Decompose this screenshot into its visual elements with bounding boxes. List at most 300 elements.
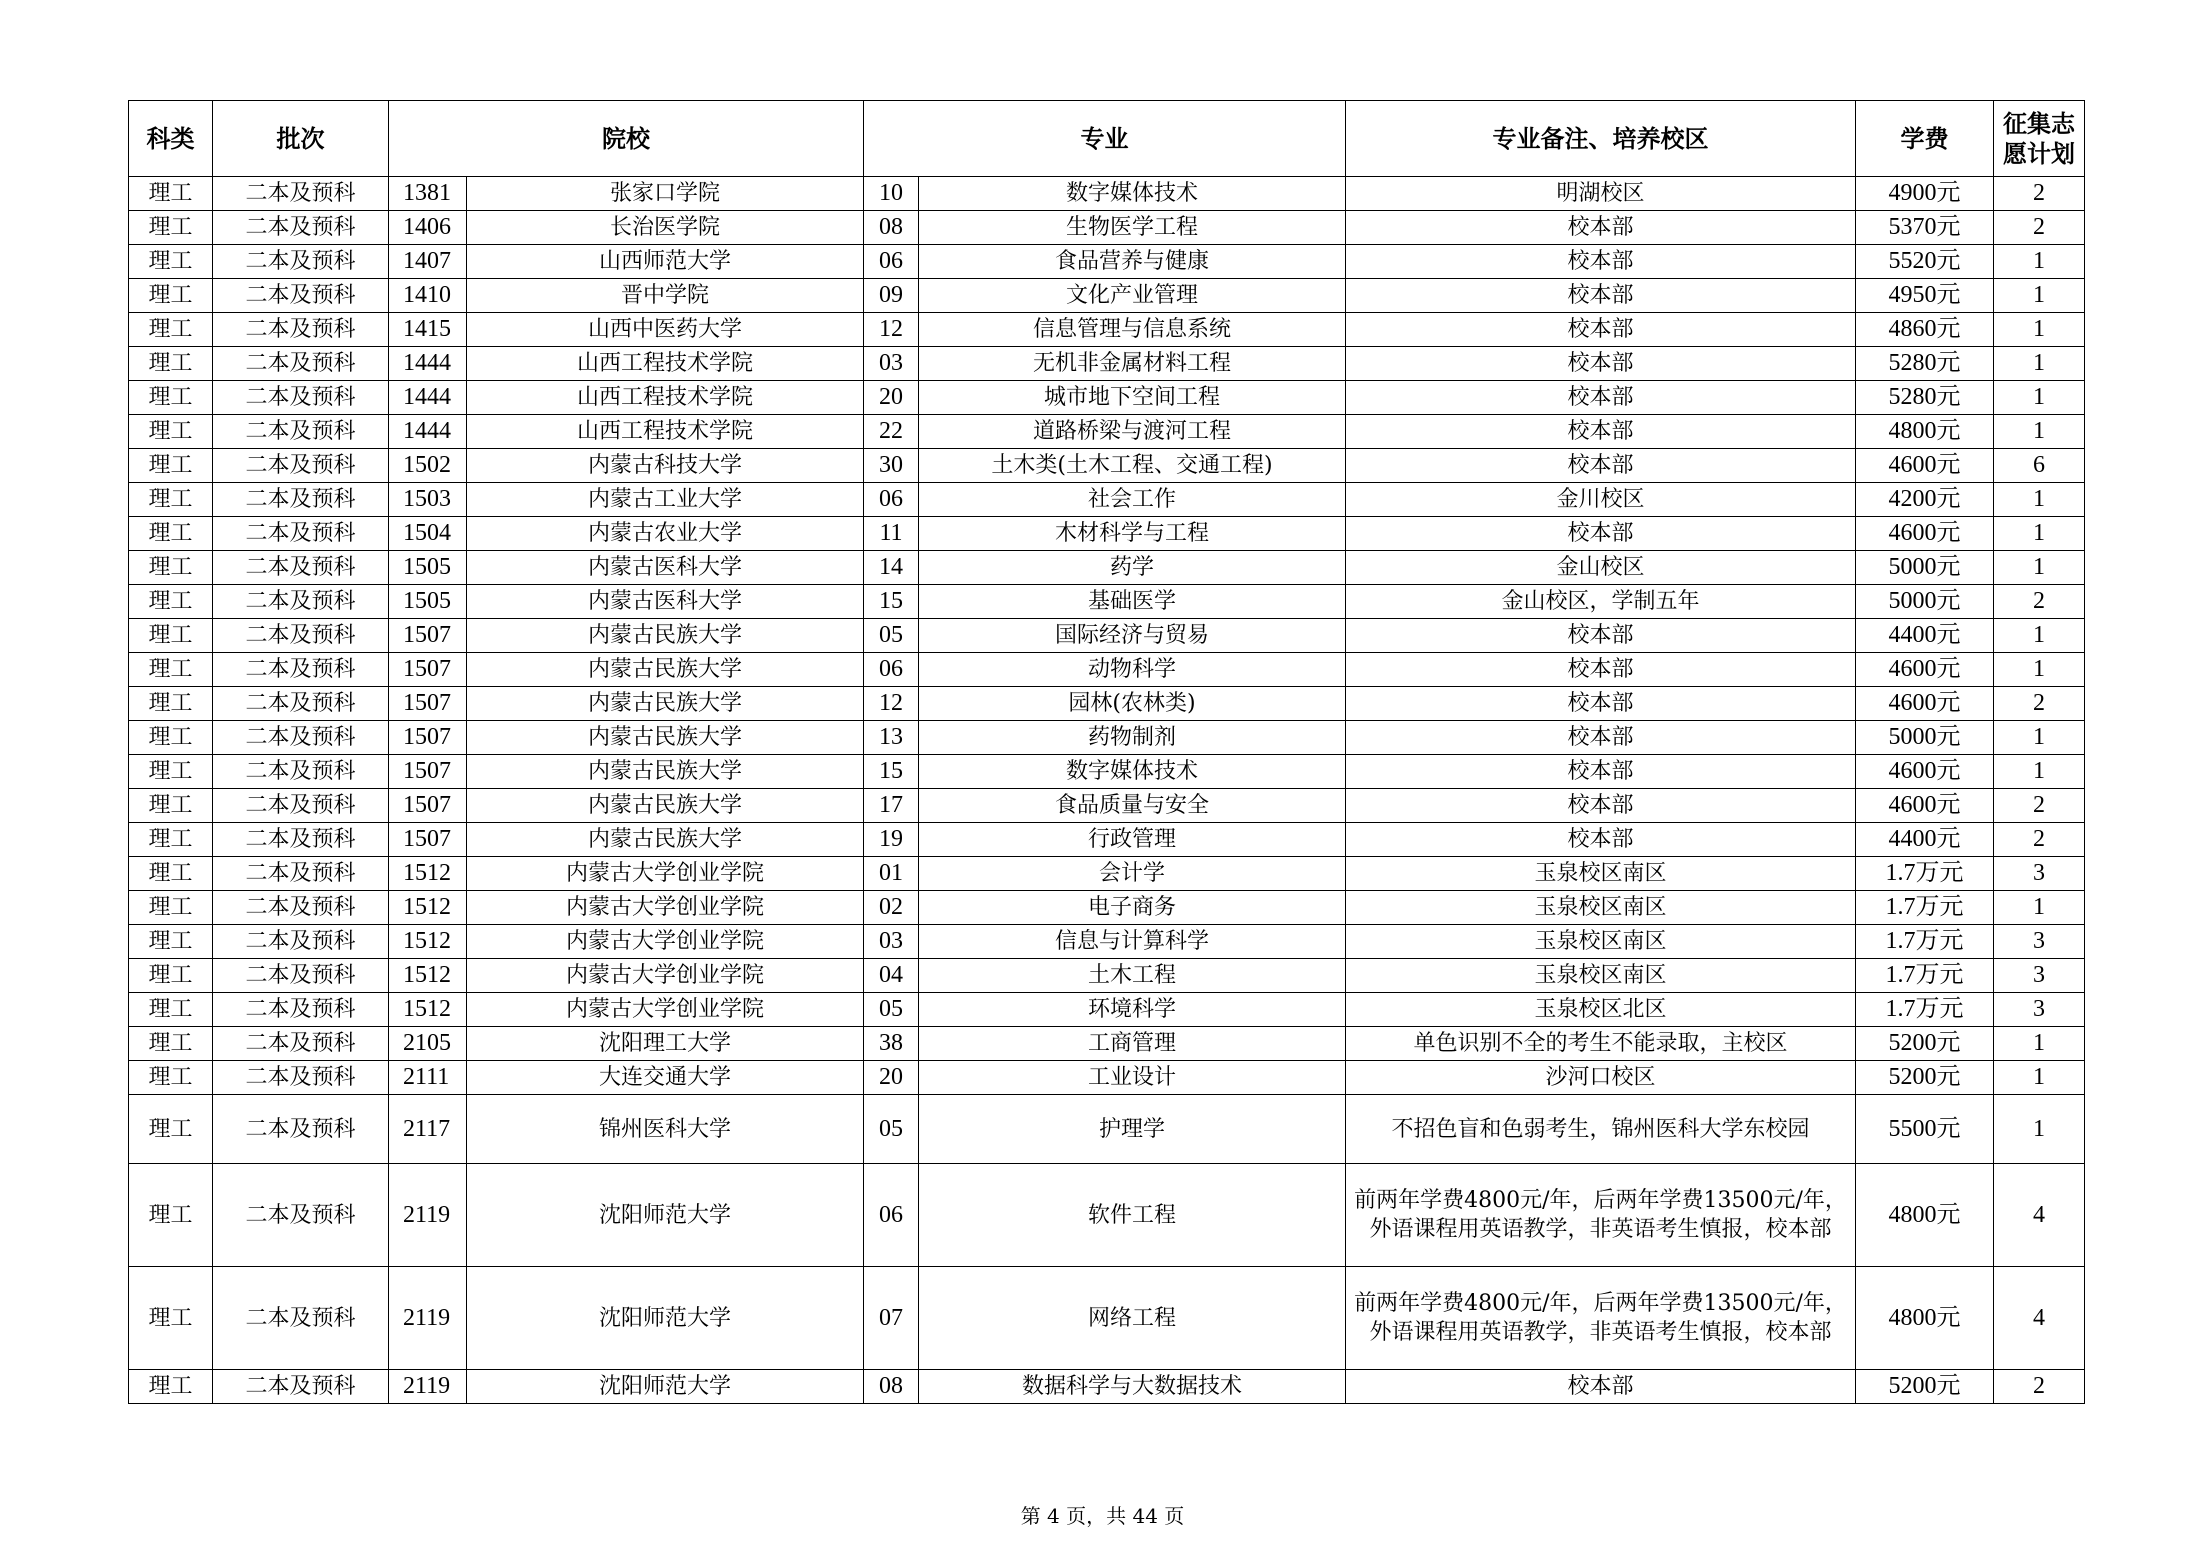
school-name-cell: 大连交通大学 [467, 1061, 864, 1095]
school-code-cell: 2105 [389, 1027, 467, 1061]
major-code-cell: 12 [864, 313, 919, 347]
category-cell: 理工 [129, 959, 213, 993]
table-row [129, 279, 2085, 313]
major-name-cell: 环境科学 [919, 993, 1346, 1027]
table-row [129, 177, 2085, 211]
category-cell: 理工 [129, 1370, 213, 1404]
category-cell: 理工 [129, 483, 213, 517]
category-cell: 理工 [129, 211, 213, 245]
notes-cell: 校本部 [1346, 415, 1856, 449]
major-name-cell: 药物制剂 [919, 721, 1346, 755]
category-cell: 理工 [129, 1027, 213, 1061]
school-name-cell: 晋中学院 [467, 279, 864, 313]
major-code-cell: 06 [864, 483, 919, 517]
plan-cell: 1 [1994, 1095, 2085, 1164]
major-code-cell: 19 [864, 823, 919, 857]
school-name-cell: 内蒙古大学创业学院 [467, 891, 864, 925]
header-category: 科类 [129, 101, 213, 177]
table-row [129, 1267, 2085, 1370]
category-cell: 理工 [129, 891, 213, 925]
plan-cell: 1 [1994, 551, 2085, 585]
major-name-cell: 食品质量与安全 [919, 789, 1346, 823]
notes-cell: 校本部 [1346, 721, 1856, 755]
category-cell: 理工 [129, 823, 213, 857]
notes-cell: 玉泉校区南区 [1346, 891, 1856, 925]
major-name-cell: 城市地下空间工程 [919, 381, 1346, 415]
school-name-cell: 锦州医科大学 [467, 1095, 864, 1164]
major-name-cell: 国际经济与贸易 [919, 619, 1346, 653]
table-row [129, 1061, 2085, 1095]
school-name-cell: 沈阳理工大学 [467, 1027, 864, 1061]
header-major: 专业 [864, 101, 1346, 177]
fee-cell: 1.7万元 [1856, 993, 1994, 1027]
plan-cell: 2 [1994, 211, 2085, 245]
plan-cell: 1 [1994, 381, 2085, 415]
school-name-cell: 内蒙古大学创业学院 [467, 857, 864, 891]
major-name-cell: 土木工程 [919, 959, 1346, 993]
plan-cell: 1 [1994, 721, 2085, 755]
category-cell: 理工 [129, 177, 213, 211]
table-row [129, 1370, 2085, 1404]
fee-cell: 4600元 [1856, 687, 1994, 721]
table-row [129, 245, 2085, 279]
batch-cell: 二本及预科 [213, 245, 389, 279]
major-code-cell: 15 [864, 755, 919, 789]
table-row [129, 687, 2085, 721]
school-name-cell: 内蒙古民族大学 [467, 789, 864, 823]
plan-cell: 3 [1994, 993, 2085, 1027]
table-row [129, 449, 2085, 483]
batch-cell: 二本及预科 [213, 517, 389, 551]
batch-cell: 二本及预科 [213, 585, 389, 619]
school-code-cell: 1504 [389, 517, 467, 551]
batch-cell: 二本及预科 [213, 1370, 389, 1404]
major-code-cell: 30 [864, 449, 919, 483]
notes-cell: 不招色盲和色弱考生，锦州医科大学东校园 [1346, 1095, 1856, 1164]
table-row [129, 313, 2085, 347]
table-row [129, 823, 2085, 857]
fee-cell: 5000元 [1856, 551, 1994, 585]
major-code-cell: 04 [864, 959, 919, 993]
major-name-cell: 木材科学与工程 [919, 517, 1346, 551]
school-code-cell: 1512 [389, 891, 467, 925]
major-code-cell: 08 [864, 1370, 919, 1404]
major-name-cell: 基础医学 [919, 585, 1346, 619]
major-name-cell: 生物医学工程 [919, 211, 1346, 245]
school-name-cell: 内蒙古农业大学 [467, 517, 864, 551]
plan-cell: 2 [1994, 823, 2085, 857]
school-name-cell: 内蒙古大学创业学院 [467, 993, 864, 1027]
batch-cell: 二本及预科 [213, 381, 389, 415]
plan-cell: 3 [1994, 857, 2085, 891]
major-code-cell: 02 [864, 891, 919, 925]
notes-cell: 单色识别不全的考生不能录取，主校区 [1346, 1027, 1856, 1061]
notes-cell: 校本部 [1346, 279, 1856, 313]
fee-cell: 4600元 [1856, 517, 1994, 551]
fee-cell: 4600元 [1856, 789, 1994, 823]
notes-cell: 校本部 [1346, 211, 1856, 245]
batch-cell: 二本及预科 [213, 211, 389, 245]
major-name-cell: 数据科学与大数据技术 [919, 1370, 1346, 1404]
notes-cell: 校本部 [1346, 347, 1856, 381]
major-code-cell: 05 [864, 619, 919, 653]
category-cell: 理工 [129, 517, 213, 551]
notes-cell: 校本部 [1346, 517, 1856, 551]
table-row [129, 721, 2085, 755]
enrollment-table [128, 100, 2085, 1404]
batch-cell: 二本及预科 [213, 959, 389, 993]
notes-cell: 前两年学费4800元/年，后两年学费13500元/年，外语课程用英语教学，非英语考生慎报，校本部 [1346, 1164, 1856, 1267]
major-code-cell: 07 [864, 1267, 919, 1370]
school-name-cell: 张家口学院 [467, 177, 864, 211]
table-row [129, 211, 2085, 245]
school-code-cell: 2111 [389, 1061, 467, 1095]
school-code-cell: 1503 [389, 483, 467, 517]
batch-cell: 二本及预科 [213, 177, 389, 211]
major-code-cell: 13 [864, 721, 919, 755]
table-row [129, 483, 2085, 517]
school-name-cell: 内蒙古民族大学 [467, 721, 864, 755]
school-name-cell: 山西工程技术学院 [467, 347, 864, 381]
fee-cell: 4950元 [1856, 279, 1994, 313]
fee-cell: 4800元 [1856, 415, 1994, 449]
school-code-cell: 1406 [389, 211, 467, 245]
major-name-cell: 动物科学 [919, 653, 1346, 687]
notes-cell: 校本部 [1346, 1370, 1856, 1404]
batch-cell: 二本及预科 [213, 449, 389, 483]
school-code-cell: 1507 [389, 823, 467, 857]
fee-cell: 5370元 [1856, 211, 1994, 245]
fee-cell: 1.7万元 [1856, 959, 1994, 993]
major-code-cell: 38 [864, 1027, 919, 1061]
table-row [129, 551, 2085, 585]
major-name-cell: 电子商务 [919, 891, 1346, 925]
school-name-cell: 内蒙古医科大学 [467, 551, 864, 585]
school-name-cell: 内蒙古民族大学 [467, 619, 864, 653]
category-cell: 理工 [129, 857, 213, 891]
school-name-cell: 山西中医药大学 [467, 313, 864, 347]
plan-cell: 1 [1994, 415, 2085, 449]
major-code-cell: 06 [864, 1164, 919, 1267]
plan-cell: 4 [1994, 1164, 2085, 1267]
table-row [129, 755, 2085, 789]
fee-cell: 4800元 [1856, 1267, 1994, 1370]
plan-cell: 4 [1994, 1267, 2085, 1370]
plan-cell: 6 [1994, 449, 2085, 483]
category-cell: 理工 [129, 381, 213, 415]
major-name-cell: 无机非金属材料工程 [919, 347, 1346, 381]
header-fee: 学费 [1856, 101, 1994, 177]
table-row [129, 517, 2085, 551]
batch-cell: 二本及预科 [213, 1095, 389, 1164]
school-code-cell: 1505 [389, 585, 467, 619]
notes-cell: 校本部 [1346, 313, 1856, 347]
school-code-cell: 1507 [389, 755, 467, 789]
school-code-cell: 1507 [389, 789, 467, 823]
major-code-cell: 01 [864, 857, 919, 891]
page-footer: 第 4 页，共 44 页 [1020, 1504, 1185, 1528]
category-cell: 理工 [129, 721, 213, 755]
major-code-cell: 20 [864, 381, 919, 415]
fee-cell: 4200元 [1856, 483, 1994, 517]
fee-cell: 5000元 [1856, 585, 1994, 619]
fee-cell: 1.7万元 [1856, 891, 1994, 925]
school-code-cell: 1444 [389, 347, 467, 381]
header-notes: 专业备注、培养校区 [1346, 101, 1856, 177]
school-code-cell: 1505 [389, 551, 467, 585]
major-code-cell: 17 [864, 789, 919, 823]
major-code-cell: 11 [864, 517, 919, 551]
major-name-cell: 信息与计算科学 [919, 925, 1346, 959]
notes-cell: 校本部 [1346, 687, 1856, 721]
table-row [129, 789, 2085, 823]
table-row [129, 925, 2085, 959]
school-code-cell: 1507 [389, 721, 467, 755]
fee-cell: 1.7万元 [1856, 925, 1994, 959]
school-code-cell: 2119 [389, 1164, 467, 1267]
category-cell: 理工 [129, 313, 213, 347]
major-code-cell: 22 [864, 415, 919, 449]
notes-cell: 校本部 [1346, 823, 1856, 857]
table-body [129, 177, 2085, 1404]
plan-cell: 2 [1994, 687, 2085, 721]
category-cell: 理工 [129, 585, 213, 619]
batch-cell: 二本及预科 [213, 755, 389, 789]
fee-cell: 5200元 [1856, 1061, 1994, 1095]
batch-cell: 二本及预科 [213, 619, 389, 653]
table-row [129, 381, 2085, 415]
plan-cell: 2 [1994, 789, 2085, 823]
notes-cell: 校本部 [1346, 789, 1856, 823]
major-name-cell: 信息管理与信息系统 [919, 313, 1346, 347]
notes-cell: 校本部 [1346, 381, 1856, 415]
plan-cell: 1 [1994, 891, 2085, 925]
plan-cell: 3 [1994, 959, 2085, 993]
notes-cell: 前两年学费4800元/年，后两年学费13500元/年，外语课程用英语教学，非英语考生慎报，校本部 [1346, 1267, 1856, 1370]
major-code-cell: 20 [864, 1061, 919, 1095]
table-row [129, 857, 2085, 891]
school-code-cell: 1512 [389, 993, 467, 1027]
plan-cell: 1 [1994, 279, 2085, 313]
batch-cell: 二本及预科 [213, 993, 389, 1027]
table-row [129, 1164, 2085, 1267]
table-row [129, 891, 2085, 925]
batch-cell: 二本及预科 [213, 483, 389, 517]
school-name-cell: 长治医学院 [467, 211, 864, 245]
category-cell: 理工 [129, 415, 213, 449]
plan-cell: 1 [1994, 483, 2085, 517]
major-name-cell: 土木类(土木工程、交通工程) [919, 449, 1346, 483]
major-name-cell: 工业设计 [919, 1061, 1346, 1095]
category-cell: 理工 [129, 687, 213, 721]
fee-cell: 4860元 [1856, 313, 1994, 347]
major-name-cell: 数字媒体技术 [919, 177, 1346, 211]
fee-cell: 4600元 [1856, 449, 1994, 483]
school-name-cell: 内蒙古工业大学 [467, 483, 864, 517]
school-code-cell: 1507 [389, 653, 467, 687]
school-code-cell: 2119 [389, 1267, 467, 1370]
batch-cell: 二本及预科 [213, 687, 389, 721]
fee-cell: 5280元 [1856, 347, 1994, 381]
category-cell: 理工 [129, 653, 213, 687]
notes-cell: 校本部 [1346, 619, 1856, 653]
fee-cell: 4600元 [1856, 653, 1994, 687]
batch-cell: 二本及预科 [213, 1164, 389, 1267]
notes-cell: 金川校区 [1346, 483, 1856, 517]
table-row [129, 1027, 2085, 1061]
school-code-cell: 1444 [389, 415, 467, 449]
plan-cell: 1 [1994, 245, 2085, 279]
major-name-cell: 园林(农林类) [919, 687, 1346, 721]
notes-cell: 玉泉校区南区 [1346, 959, 1856, 993]
school-name-cell: 内蒙古民族大学 [467, 823, 864, 857]
notes-cell: 校本部 [1346, 653, 1856, 687]
school-name-cell: 山西工程技术学院 [467, 381, 864, 415]
plan-cell: 1 [1994, 619, 2085, 653]
school-name-cell: 山西工程技术学院 [467, 415, 864, 449]
school-code-cell: 1512 [389, 925, 467, 959]
major-name-cell: 食品营养与健康 [919, 245, 1346, 279]
major-code-cell: 08 [864, 211, 919, 245]
category-cell: 理工 [129, 449, 213, 483]
major-name-cell: 会计学 [919, 857, 1346, 891]
category-cell: 理工 [129, 1095, 213, 1164]
school-name-cell: 内蒙古民族大学 [467, 687, 864, 721]
major-code-cell: 10 [864, 177, 919, 211]
school-name-cell: 内蒙古科技大学 [467, 449, 864, 483]
batch-cell: 二本及预科 [213, 347, 389, 381]
major-name-cell: 护理学 [919, 1095, 1346, 1164]
school-name-cell: 内蒙古大学创业学院 [467, 925, 864, 959]
category-cell: 理工 [129, 755, 213, 789]
batch-cell: 二本及预科 [213, 891, 389, 925]
major-code-cell: 06 [864, 653, 919, 687]
category-cell: 理工 [129, 551, 213, 585]
major-name-cell: 药学 [919, 551, 1346, 585]
batch-cell: 二本及预科 [213, 721, 389, 755]
fee-cell: 1.7万元 [1856, 857, 1994, 891]
plan-cell: 1 [1994, 313, 2085, 347]
category-cell: 理工 [129, 1267, 213, 1370]
header-row [129, 101, 2085, 177]
major-code-cell: 09 [864, 279, 919, 313]
notes-cell: 玉泉校区南区 [1346, 925, 1856, 959]
school-code-cell: 1512 [389, 857, 467, 891]
table-row [129, 619, 2085, 653]
fee-cell: 4600元 [1856, 755, 1994, 789]
school-code-cell: 1415 [389, 313, 467, 347]
batch-cell: 二本及预科 [213, 823, 389, 857]
school-code-cell: 2119 [389, 1370, 467, 1404]
table-row [129, 993, 2085, 1027]
fee-cell: 4900元 [1856, 177, 1994, 211]
school-name-cell: 沈阳师范大学 [467, 1164, 864, 1267]
school-name-cell: 沈阳师范大学 [467, 1370, 864, 1404]
batch-cell: 二本及预科 [213, 313, 389, 347]
major-code-cell: 03 [864, 925, 919, 959]
plan-cell: 1 [1994, 1061, 2085, 1095]
fee-cell: 4400元 [1856, 823, 1994, 857]
plan-cell: 1 [1994, 755, 2085, 789]
school-name-cell: 山西师范大学 [467, 245, 864, 279]
major-code-cell: 03 [864, 347, 919, 381]
school-code-cell: 1507 [389, 687, 467, 721]
major-name-cell: 文化产业管理 [919, 279, 1346, 313]
major-name-cell: 软件工程 [919, 1164, 1346, 1267]
category-cell: 理工 [129, 279, 213, 313]
batch-cell: 二本及预科 [213, 789, 389, 823]
major-name-cell: 社会工作 [919, 483, 1346, 517]
fee-cell: 5520元 [1856, 245, 1994, 279]
school-name-cell: 内蒙古民族大学 [467, 653, 864, 687]
fee-cell: 5500元 [1856, 1095, 1994, 1164]
major-code-cell: 05 [864, 993, 919, 1027]
category-cell: 理工 [129, 619, 213, 653]
plan-cell: 2 [1994, 177, 2085, 211]
category-cell: 理工 [129, 925, 213, 959]
major-code-cell: 14 [864, 551, 919, 585]
batch-cell: 二本及预科 [213, 279, 389, 313]
school-name-cell: 内蒙古民族大学 [467, 755, 864, 789]
table-row [129, 653, 2085, 687]
major-code-cell: 06 [864, 245, 919, 279]
fee-cell: 5000元 [1856, 721, 1994, 755]
notes-cell: 玉泉校区北区 [1346, 993, 1856, 1027]
school-name-cell: 内蒙古医科大学 [467, 585, 864, 619]
notes-cell: 校本部 [1346, 755, 1856, 789]
school-code-cell: 2117 [389, 1095, 467, 1164]
category-cell: 理工 [129, 1164, 213, 1267]
category-cell: 理工 [129, 993, 213, 1027]
batch-cell: 二本及预科 [213, 1027, 389, 1061]
notes-cell: 金山校区 [1346, 551, 1856, 585]
header-school: 院校 [389, 101, 864, 177]
major-code-cell: 05 [864, 1095, 919, 1164]
school-code-cell: 1507 [389, 619, 467, 653]
major-name-cell: 行政管理 [919, 823, 1346, 857]
notes-cell: 明湖校区 [1346, 177, 1856, 211]
category-cell: 理工 [129, 245, 213, 279]
major-code-cell: 15 [864, 585, 919, 619]
plan-cell: 2 [1994, 1370, 2085, 1404]
major-name-cell: 数字媒体技术 [919, 755, 1346, 789]
plan-cell: 1 [1994, 1027, 2085, 1061]
table-row [129, 959, 2085, 993]
batch-cell: 二本及预科 [213, 551, 389, 585]
major-code-cell: 12 [864, 687, 919, 721]
school-code-cell: 1410 [389, 279, 467, 313]
major-name-cell: 道路桥梁与渡河工程 [919, 415, 1346, 449]
notes-cell: 校本部 [1346, 245, 1856, 279]
batch-cell: 二本及预科 [213, 415, 389, 449]
fee-cell: 5200元 [1856, 1370, 1994, 1404]
batch-cell: 二本及预科 [213, 1061, 389, 1095]
batch-cell: 二本及预科 [213, 653, 389, 687]
category-cell: 理工 [129, 789, 213, 823]
notes-cell: 金山校区，学制五年 [1346, 585, 1856, 619]
plan-cell: 3 [1994, 925, 2085, 959]
fee-cell: 4800元 [1856, 1164, 1994, 1267]
notes-cell: 校本部 [1346, 449, 1856, 483]
school-code-cell: 1512 [389, 959, 467, 993]
batch-cell: 二本及预科 [213, 1267, 389, 1370]
school-code-cell: 1444 [389, 381, 467, 415]
major-name-cell: 网络工程 [919, 1267, 1346, 1370]
school-code-cell: 1502 [389, 449, 467, 483]
header-batch: 批次 [213, 101, 389, 177]
plan-cell: 1 [1994, 347, 2085, 381]
category-cell: 理工 [129, 1061, 213, 1095]
